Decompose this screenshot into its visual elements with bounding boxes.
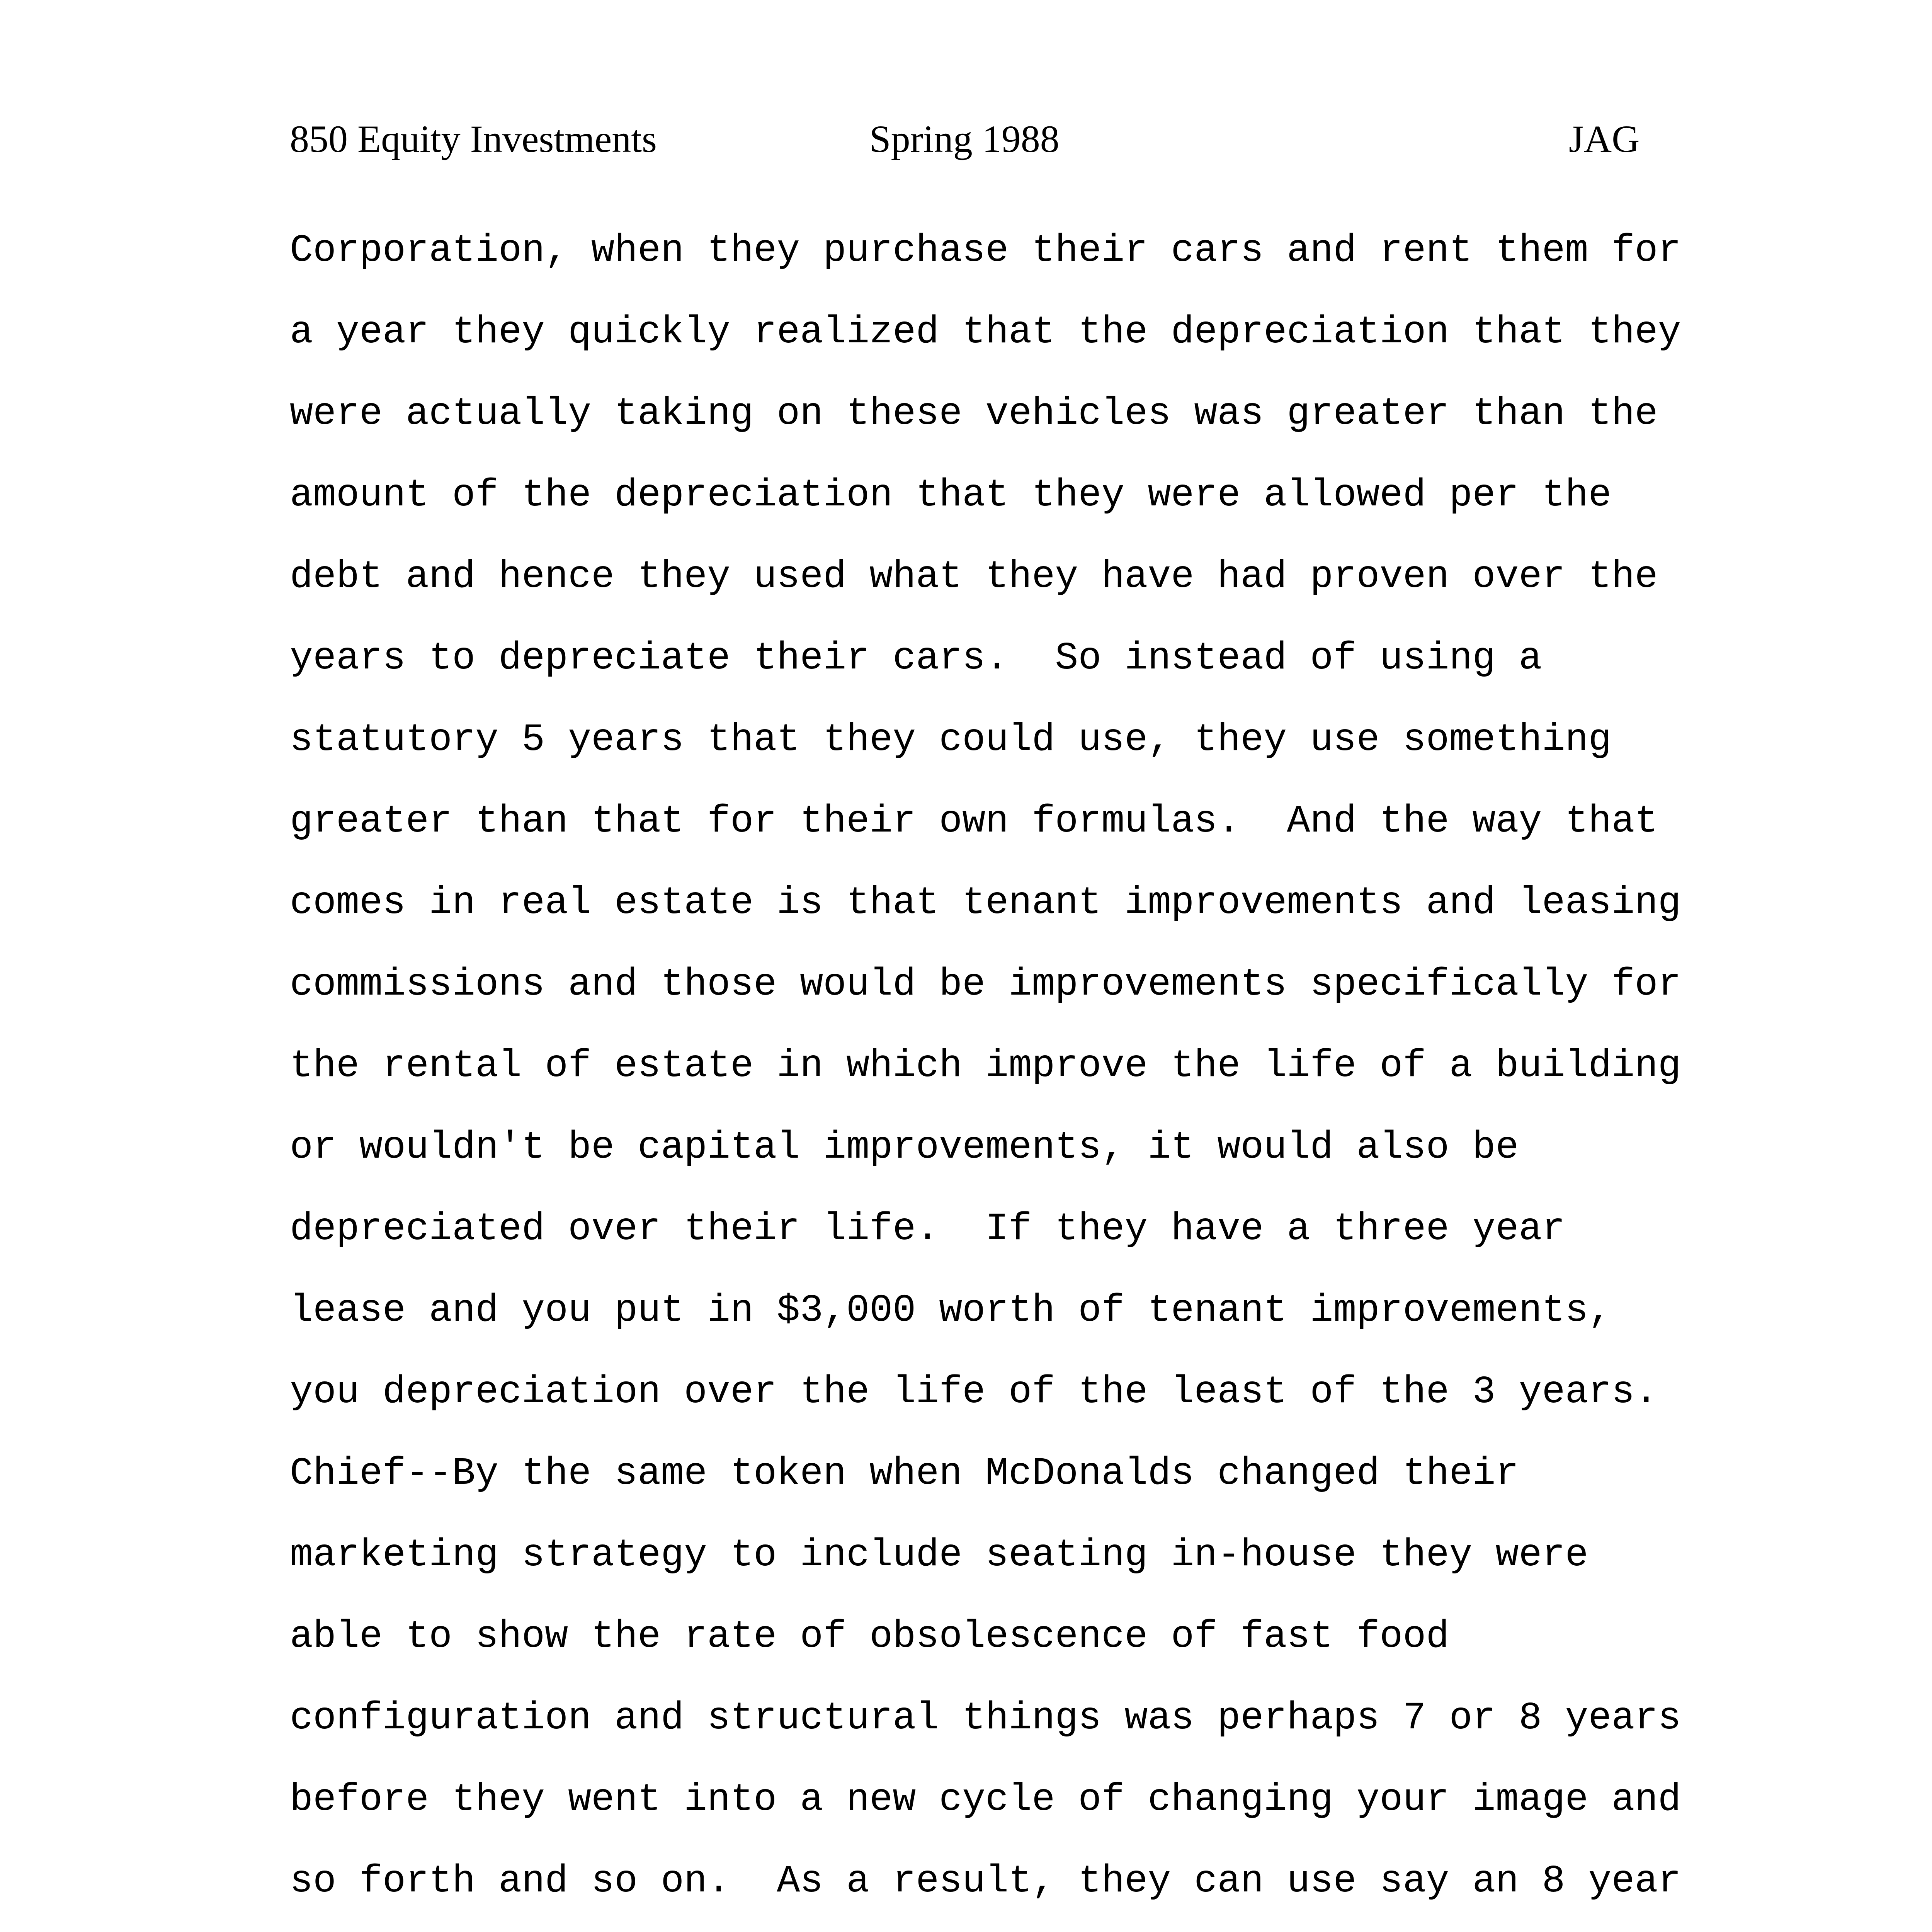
text-line: lease and you put in $3,000 worth of tenant improvements, <box>290 1289 1612 1333</box>
text-line: Corporation, when they purchase their cars and rent them for <box>290 229 1681 273</box>
text-line: years to depreciate their cars. So instead of using a <box>290 637 1542 680</box>
text-line: so forth and so on. As a result, they can use say an 8 year <box>290 1860 1681 1903</box>
text-line: the rental of estate in which improve the life of a building <box>290 1044 1681 1088</box>
text-line: depreciated over their life. If they have a three year <box>290 1208 1565 1251</box>
text-line: commissions and those would be improvements specifically for <box>290 963 1681 1007</box>
text-line: statutory 5 years that they could use, they use something <box>290 718 1612 762</box>
text-line: debt and hence they used what they have had proven over the <box>290 555 1658 599</box>
text-line: were actually taking on these vehicles was greater than the <box>290 392 1658 436</box>
text-line: configuration and structural things was perhaps 7 or 8 years <box>290 1697 1681 1740</box>
text-line: marketing strategy to include seating in-house they were <box>290 1534 1588 1577</box>
header-course-title: 850 Equity Investments <box>290 117 657 160</box>
text-line: Chief--By the same token when McDonalds changed their <box>290 1452 1519 1496</box>
text-line: comes in real estate is that tenant improvements and leasing <box>290 881 1681 925</box>
text-line: greater than that for their own formulas. And the way that <box>290 800 1658 844</box>
header-term: Spring 1988 <box>869 117 1060 160</box>
text-line: able to show the rate of obsolescence of fast food <box>290 1615 1449 1659</box>
transcript-body <box>290 224 1719 1932</box>
text-line: before they went into a new cycle of changing your image and <box>290 1778 1681 1822</box>
text-line: amount of the depreciation that they were allowed per the <box>290 474 1612 517</box>
text-line: a year they quickly realized that the depreciation that they <box>290 311 1681 354</box>
text-line: or wouldn't be capital improvements, it would also be <box>290 1126 1519 1170</box>
header-initials: JAG <box>1569 117 1640 160</box>
text-line: you depreciation over the life of the least of the 3 years. <box>290 1371 1658 1414</box>
